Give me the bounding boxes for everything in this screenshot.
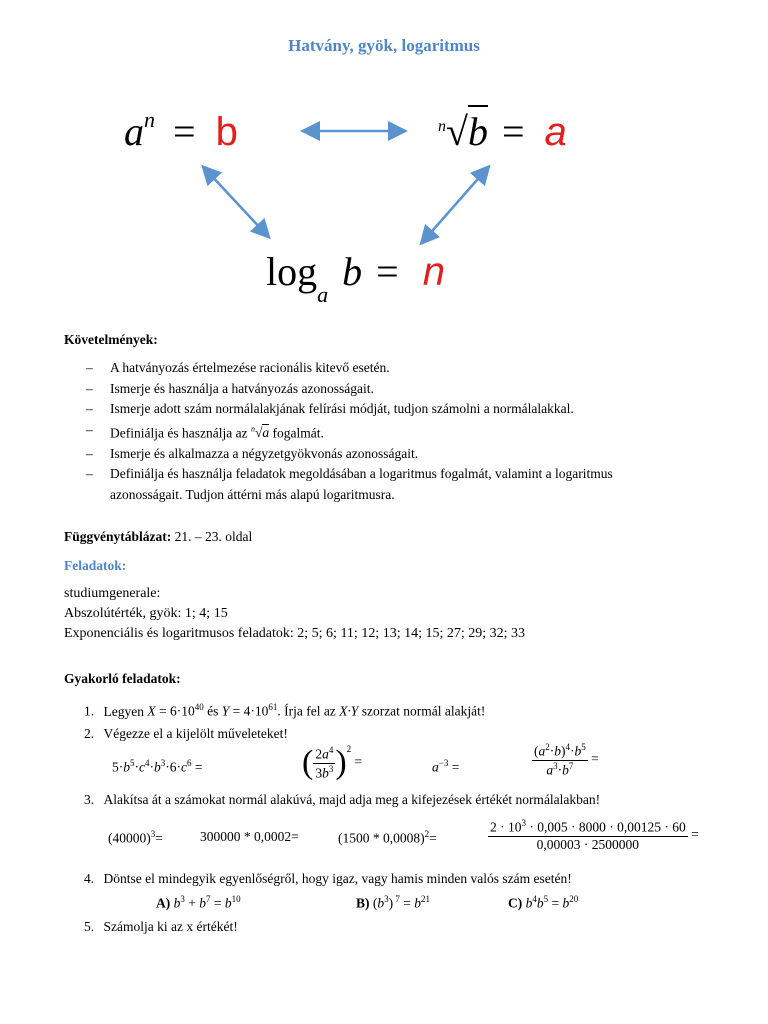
list-item: – Definiálja és használja feladatok megoldásában a logaritmus fogalmát, valamint a logaritmus azonosságait. Tudjon áttérni más alapú logaritmusra. <box>86 466 613 502</box>
task-3-expr-a: $(40000)^3=$ <box>108 829 163 846</box>
task-3-expr-c: (1500 * 0,0008)$^2$= <box>338 829 437 846</box>
task-2-expr-a: $5\cdot b^5\cdot c^4\cdot b^3\cdot 6\cdot c^6$ = <box>112 758 203 775</box>
log-result: n <box>422 250 445 294</box>
page-title: Hatvány, gyök, logaritmus <box>288 36 480 55</box>
task-2: 2. Végezze el a kijelölt műveleteket! <box>84 726 288 741</box>
power-base: a <box>124 109 144 154</box>
requirements-list <box>64 358 744 505</box>
list-item: – Ismerje adott szám normálalakjának felírási módját, tudjon számolni a normálalakkal. <box>86 401 574 416</box>
task-2-expr-d: $\frac{(a^2\cdot b)^4\cdot b^5}{a^3\cdot b^7}$ = <box>534 742 599 777</box>
log-argument: b <box>342 249 363 294</box>
log-equals: = <box>376 249 399 294</box>
studium-block <box>64 584 525 644</box>
studium-line2: Abszolútérték, gyök: 1; 4; 15 <box>64 606 228 621</box>
list-item: – A hatványozás értelmezése racionális kitevő esetén. <box>86 360 390 375</box>
task-3-expr-d: $\frac{2 \cdot 10^3 \cdot 0,005 \cdot 8000 \cdot 0,00125 \cdot 60}{0,00003 \cdot 2500000}$ = <box>490 818 699 852</box>
root-equals: = <box>501 109 525 154</box>
root-result: a <box>544 110 567 154</box>
log-fn: log <box>266 249 318 294</box>
list-item: – Ismerje és használja a hatványozás azonosságait. <box>86 380 374 396</box>
task-5: 5. Számolja ki az x értékét! <box>84 919 238 934</box>
arrow-power-log <box>208 172 264 232</box>
task-4-option-c: C) $b^4b^5 = b^{20}$ <box>508 894 579 911</box>
studium-line1: studiumgenerale: <box>64 586 161 601</box>
power-result: b <box>215 110 238 154</box>
list-item: – Ismerje és alkalmazza a négyzetgyökvonás azonosságait. <box>86 445 419 461</box>
task-2-expr-c: $a^{-3}$ = <box>432 758 460 775</box>
root-index: n <box>438 118 446 135</box>
task-3: 3. Alakítsa át a számokat normál alakúvá, majd adja meg a kifejezések értékét normálalakban! <box>84 792 601 807</box>
requirements-heading: Követelmények: <box>64 332 158 347</box>
task-1: 1. Legyen $X = 6\cdot 10^{40}$ és $Y = 4\cdot 10^{61}$. Írja fel az X·Y szorzat normál alakját! <box>84 702 486 719</box>
function-table-line: Függvénytáblázat: 21. – 23. oldal <box>64 529 253 544</box>
task-4-option-a: A) $b^3 + b^7 = b^{10}$ <box>156 894 241 911</box>
nth-root-a: $^n$√a <box>250 424 270 440</box>
arrow-root-log <box>426 172 484 238</box>
radical-sign: √ <box>446 109 468 154</box>
studium-line3: Exponenciális és logaritmusos feladatok: 2; 5; 6; 11; 12; 13; 14; 15; 27; 29; 32; 33 <box>64 626 526 641</box>
tasks-heading: Feladatok: <box>64 558 127 573</box>
task-2-expr-b: ( $\frac{2a^4}{3b^3}$ )$^2$ = <box>302 744 363 781</box>
power-equals: = <box>173 109 196 154</box>
log-base: a <box>317 282 329 307</box>
list-item: – Definiálja és használja az $^n$√a fogalmát. <box>86 421 324 440</box>
relation-arrows <box>0 0 768 300</box>
task-4: 4. Döntse el mindegyik egyenlőségről, hogy igaz, vagy hamis minden valós szám esetén! <box>84 871 572 886</box>
root-radicand: b <box>468 105 488 154</box>
power-exponent: n <box>144 106 155 132</box>
task-4-option-b: B) $(b^3) ^7 = b^{21}$ <box>356 894 430 911</box>
task-3-expr-b: 300000 * 0,0002= <box>200 829 299 844</box>
practice-heading: Gyakorló feladatok: <box>64 671 181 686</box>
